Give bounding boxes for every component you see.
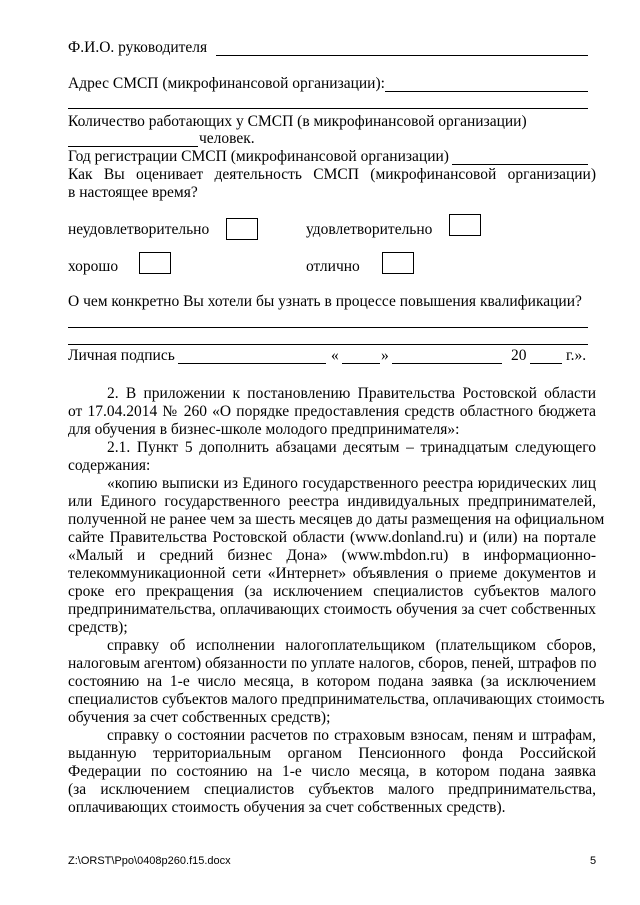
answer-line-1[interactable] [68,327,588,328]
employees-field[interactable] [68,146,198,147]
option-unsatisfactory-checkbox[interactable] [226,218,258,240]
para-4-line-1: справку об исполнении налогоплательщиком (плательщиком сборов, [107,637,596,654]
director-label: Ф.И.О. руководителя [68,39,208,56]
para-2-line-2: содержания: [68,457,151,474]
director-field[interactable] [216,55,588,56]
para-1-line-2: от 17.04.2014 № 260 «О порядке предоставления средств областного бюджета [68,403,596,420]
year-field[interactable] [530,363,562,364]
para-5-line-2: выданную территориальным органом Пенсионного фонда Российской [68,745,596,762]
para-3-line-9: средств); [68,619,128,636]
signature-label: Личная подпись [68,347,175,364]
employees-suffix: человек. [199,130,255,147]
year-prefix: 20 [511,347,527,364]
para-4-line-2: налоговым агентом) обязанности по уплате налогов, сборов, пеней, штрафов по [68,655,597,672]
option-unsatisfactory-label: неудовлетворительно [68,221,210,238]
option-satisfactory-checkbox[interactable] [449,214,481,236]
employees-label: Количество работающих у СМСП (в микрофинансовой организации) [68,113,527,130]
assessment-question: Как Вы оценивает деятельность СМСП (микрофинансовой организации) [68,166,596,183]
quote-open: « [331,347,339,364]
option-satisfactory-label: удовлетворительно [306,221,433,238]
para-5-line-4: (за исключением специалистов субъектов малого предпринимательства, [68,781,596,798]
reg-year-field[interactable] [452,164,588,165]
para-4-line-4: специалистов субъектов малого предпринимательства, оплачивающих стоимость [68,691,605,708]
para-4-line-5: обучения за счет собственных средств); [68,709,331,726]
option-good-checkbox[interactable] [139,252,171,274]
para-5-line-1: справку о состоянии расчетов по страховым взносам, пеням и штрафам, [107,727,596,744]
day-field[interactable] [342,363,380,364]
para-3-line-3: полученной не ранее чем за шесть месяцев до даты размещения на официальном [68,511,605,528]
option-excellent-checkbox[interactable] [382,252,414,274]
assessment-question-line2: в настоящее время? [68,184,198,201]
option-good-label: хорошо [68,258,119,275]
para-1-line-1: 2. В приложении к постановлению Правительства Ростовской области [107,385,596,402]
para-3-line-6: телекоммуникационной сети «Интернет» объявления о приеме документов и [68,565,596,582]
learning-question: О чем конкретно Вы хотели бы узнать в процессе повышения квалификации? [68,293,582,310]
reg-year-label: Год регистрации СМСП (микрофинансовой организации) [68,148,449,165]
para-3-line-8: предпринимательства, оплачивающих стоимость обучения за счет собственных [68,601,596,618]
footer-file-path: Z:\ORST\Ppo\0408p260.f15.docx [68,855,231,867]
para-5-line-3: Федерации по состоянию на 1-е число месяца, в котором подана заявка [68,763,596,780]
address-field[interactable] [385,91,588,92]
para-5-line-5: оплачивающих стоимость обучения за счет собственных средств). [68,799,506,816]
answer-line-2[interactable] [68,344,588,345]
option-excellent-label: отлично [306,258,360,275]
para-4-line-3: состоянию на 1-е число месяца, в котором подана заявка (за исключением [68,673,596,690]
quote-close: » [381,347,389,364]
month-field[interactable] [392,363,502,364]
para-2-line-1: 2.1. Пункт 5 дополнить абзацами десятым – тринадцатым следующего [107,439,596,456]
year-suffix: г.». [566,347,587,364]
para-3-line-4: сайте Правительства Ростовской области (www.donland.ru) и (или) на портале [68,529,596,546]
page-number: 5 [590,855,597,867]
para-3-line-7: сроке его прекращения (за исключением специалистов субъектов малого [68,583,596,600]
para-3-line-5: «Малый и средний бизнес Дона» (www.mbdon.ru) в информационно- [68,547,596,564]
address-field-line2[interactable] [68,108,588,109]
address-label: Адрес СМСП (микрофинансовой организации): [68,75,385,92]
para-1-line-3: для обучения в бизнес-школе молодого предпринимателя»: [68,421,460,438]
para-3-line-1: «копию выписки из Единого государственного реестра юридических лиц [107,475,596,492]
signature-field[interactable] [178,363,326,364]
para-3-line-2: или Единого государственного реестра индивидуальных предпринимателей, [68,493,596,510]
